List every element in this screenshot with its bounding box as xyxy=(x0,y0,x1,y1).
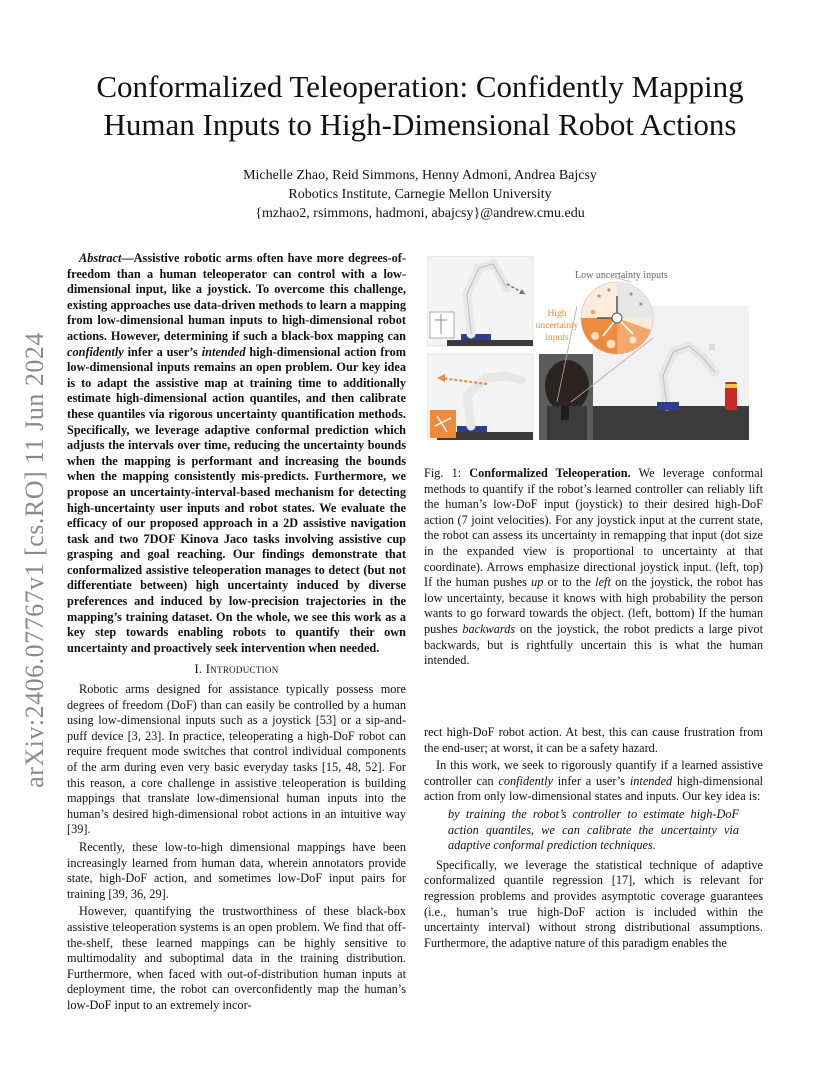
affiliation: Robotics Institute, Carnegie Mellon University xyxy=(288,187,552,202)
uncertainty-disc xyxy=(581,282,653,354)
right-p2-text-1: In this work, we seek to rigorously quantify if a learned assistive controller can xyxy=(424,758,763,788)
right-paragraph-2 xyxy=(424,758,763,805)
right-paragraph-3: Specifically, we leverage the statistical technique of adaptive conformalized quantile regression [17], which is relevant for regression problems and provides asymptotic coverage guarantees (i.e., human’s true high-DoF action is included within the uncertainty interval) without strong distributional assumptions. Furthermore, the adaptive nature of this paradigm enables the xyxy=(424,857,763,950)
intro-paragraph-3: However, quantifying the trustworthiness of these black-box assistive teleoperation systems is an open problem. We find that off-the-shelf, these learned mappings can be highly sensitive to multimodality and suboptimal data in the training distribution. Furthermore, when faced with out-of-distribution human inputs at deployment time, the robot can overconfidently map the human’s low-DoF input to an extremely incor- xyxy=(67,904,406,1012)
panel-bottom-left xyxy=(427,354,533,440)
caption-text-2: or to the xyxy=(543,575,596,590)
label-high-uncertainty-2: uncertainty xyxy=(535,321,579,331)
caption-prefix: Fig. 1: xyxy=(424,466,470,480)
right-p2-emphasis-2: intended xyxy=(629,773,673,788)
abstract xyxy=(67,251,406,656)
abstract-emphasis-2: intended xyxy=(201,344,246,359)
intro-paragraph-2: Recently, these low-to-high dimensional mappings have been increasingly learned from human data, wherein annotators provide state, high-DoF action, and sometimes low-DoF input pairs for training [39, 36, 29]. xyxy=(67,839,406,901)
key-idea-quote: by training the robot’s controller to estimate high-DoF action quantiles, we can calibrate the uncertainty via adaptive conformal prediction techniques. xyxy=(448,806,739,853)
intro-paragraph-1: Robotic arms designed for assistance typically possess more degrees of freedom (DoF) than can easily be controlled by a human using low-dimensional inputs such as a joystick [53] or a sip-and-puff device [3, 23]. In practice, teleoperating a high-DoF robot can require frequent mode switches that control individual components of the arm during even very basic everyday tasks [15, 48, 52]. For this reason, a core challenge in assistive teleoperation is building mappings that translate low-dimensional human inputs into the human’s desired high-dimensional robot actions in an intuitive way [39]. xyxy=(67,682,406,837)
abstract-text-1: —Assistive robotic arms often have more degrees-of-freedom than a human teleoperator can control with a low-dimensional input, like a joystick. To overcome this challenge, existing approaches use data-driven methods to learn a mapping from low-dimensional human inputs to high-dimensional robot actions. However, determining if such a black-box mapping can xyxy=(67,251,406,343)
abstract-text-2: infer a user’s xyxy=(123,344,202,359)
left-column xyxy=(67,251,406,1016)
author-block xyxy=(60,166,780,223)
caption-text-3: on the joystick, the robot has low uncertainty, because it knows with high probability the person wants to go forward towards the object. (left, bottom) If the human pushes xyxy=(424,575,763,636)
author-names: Michelle Zhao, Reid Simmons, Henny Admoni, Andrea Bajcsy xyxy=(243,168,597,183)
right-column xyxy=(424,725,763,953)
abstract-emphasis-1: confidently xyxy=(67,344,124,359)
abstract-text-3: high-dimensional action from low-dimensional inputs remains an open problem. Our key idea is to adapt the assistive map at training time to additionally estimate high-dimensional action quantiles, and then calibrate these quantiles via rigorous uncertainty quantification methods. Specifically, we leverage adaptive conformal prediction which adjusts the intervals over time, reducing the uncertainty bounds when the mapping is performant and increasing the bounds when the mapping consistently mis-predicts. Furthermore, we propose an uncertainty-interval-based mechanism for detecting high-uncertainty user inputs and robot states. We evaluate the efficacy of our proposed approach in a 2D assistive navigation task and two 7DOF Kinova Jaco tasks involving assistive cup grasping and goal reaching. Our findings demonstrate that conformalized assistive teleoperation manages to detect (but not differentiate between) high uncertainty induced by diverse preferences and induced by low-precision trajectories in the mapping’s training dataset. On the whole, we see this work as a key step towards enabling robots to quantify their own uncertainty and proactively seek intervention when needed. xyxy=(67,344,406,655)
figure-1-caption xyxy=(424,466,763,669)
right-p2-text-3: high-dimensional action from only low-dimensional states and inputs. Our key idea is: xyxy=(424,773,764,804)
label-high-uncertainty-1: High xyxy=(547,309,567,319)
caption-text-4: on the joystick, the robot predicts a large pivot backwards, but is rightfully uncertain this is what the human intended. xyxy=(424,621,763,668)
title-line-1: Conformalized Teleoperation: Confidently Mapping xyxy=(96,69,744,104)
caption-emphasis-left: left xyxy=(595,575,611,590)
paper-title xyxy=(60,68,780,144)
caption-title: Conformalized Teleoperation. xyxy=(469,466,631,480)
abstract-label: Abstract xyxy=(79,251,122,265)
figure-1-illustration xyxy=(427,256,749,440)
caption-emphasis-backwards: backwards xyxy=(462,621,516,636)
caption-text-1: We leverage conformal methods to quantify if the robot’s learned controller can reliably lift the human’s low-DoF input (joystick) to their desired high-DoF action (7 joint velocities). For any joystick input at the current state, the robot can assess its uncertainty in remapping that input (dot size in the expanded view is proportional to uncertainty at that coordinate). Arrows emphasize directional joystick input. (left, top) If the human pushes xyxy=(424,466,763,590)
right-p2-text-2: infer a user’s xyxy=(553,773,630,788)
arxiv-identifier: arXiv:2406.07767v1 [cs.RO] 11 Jun 2024 xyxy=(20,332,49,788)
caption-emphasis-up: up xyxy=(531,575,544,590)
label-low-uncertainty: Low uncertainty inputs xyxy=(575,270,668,281)
title-line-2: Human Inputs to High-Dimensional Robot Actions xyxy=(103,107,737,142)
label-high-uncertainty-3: inputs xyxy=(545,333,569,343)
emails: {mzhao2, rsimmons, hadmoni, abajcsy}@andrew.cmu.edu xyxy=(255,206,585,221)
panel-person-joystick xyxy=(539,354,593,440)
right-p2-emphasis-1: confidently xyxy=(498,773,554,788)
figure-1 xyxy=(427,256,749,440)
right-paragraph-1: rect high-DoF robot action. At best, this can cause frustration from the end-user; at worst, it can be a safety hazard. xyxy=(424,725,763,755)
panel-top-left xyxy=(427,256,533,346)
section-heading-introduction: I. Introduction xyxy=(194,662,279,677)
